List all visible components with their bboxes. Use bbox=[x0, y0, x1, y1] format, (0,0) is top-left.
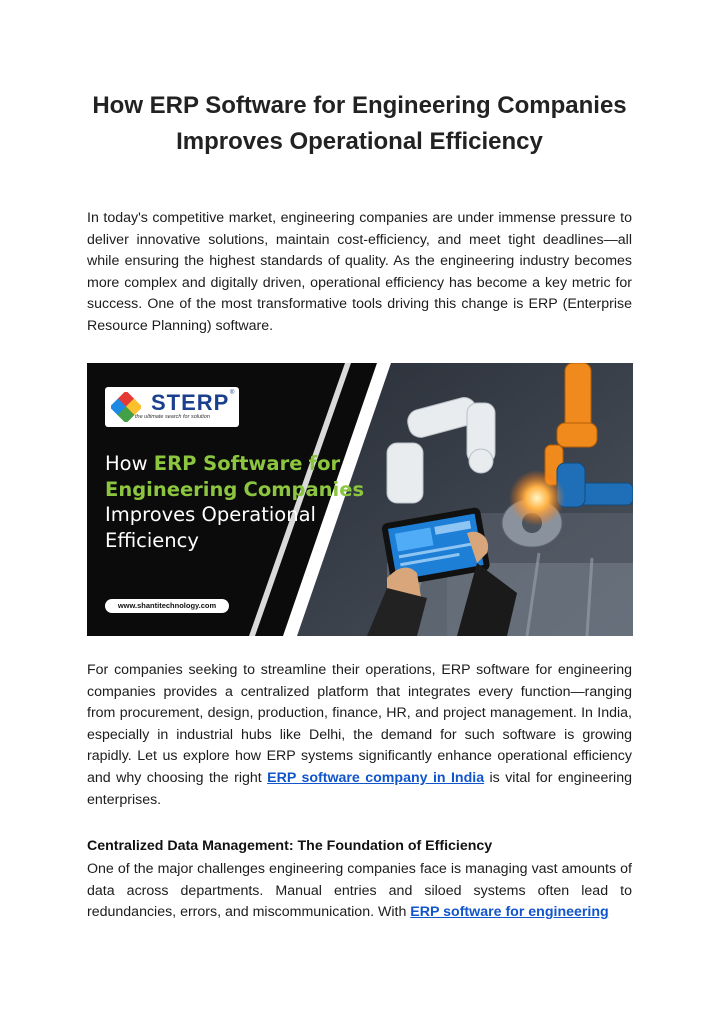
banner-heading-highlight: ERP Software bbox=[153, 452, 303, 475]
paragraph-text: is vital for engineering enterprises. bbox=[87, 769, 632, 808]
banner-heading-highlight: for Engineering bbox=[105, 452, 341, 501]
website-url-badge: www.shantitechnology.com bbox=[105, 599, 229, 613]
banner-heading-text: Improves Operational Efficiency bbox=[105, 503, 316, 552]
erp-software-company-link[interactable]: ERP software company in India bbox=[267, 769, 485, 786]
paragraph-text: For companies seeking to streamline their operations, ERP software for engineering companies provides a centralized platform that integrates every function—ranging from procurement, design, production, finance, HR, and project management. In India, especially in industrial hubs like Delhi, the demand for such software is growing rapidly. Let us explore how ERP systems significantly enhance operational efficiency and why choosing the right bbox=[87, 662, 632, 786]
overview-paragraph bbox=[87, 660, 632, 811]
section-paragraph bbox=[87, 859, 632, 924]
banner-heading-text: How bbox=[105, 452, 154, 475]
intro-paragraph: In today's competitive market, engineering companies are under immense pressure to deliver innovative solutions, maintain cost-efficiency, and meet tight deadlines—all while ensuring the highest standards of quality. As the engineering industry becomes more complex and digitally driven, operational efficiency has become a key metric for success. One of the most transformative tools driving this change is ERP (Enterprise Resource Planning) software. bbox=[87, 210, 632, 334]
logo-wordmark: STERP bbox=[151, 390, 230, 415]
banner-image bbox=[87, 363, 633, 636]
logo-tagline: the ultimate search for solution bbox=[135, 414, 210, 420]
banner-heading-highlight: Companies bbox=[243, 477, 365, 501]
sterp-logo bbox=[105, 387, 239, 427]
banner-heading bbox=[105, 451, 365, 553]
logo-registered-mark: ® bbox=[230, 390, 235, 396]
erp-software-engineering-link[interactable]: ERP software for engineering bbox=[410, 904, 609, 921]
page-title: How ERP Software for Engineering Companies Improves Operational Efficiency bbox=[92, 92, 627, 155]
paragraph-text: One of the major challenges engineering companies face is managing vast amounts of data across departments. Manual entries and siloed systems often lead to redundancies, errors, and miscommunication. With bbox=[87, 861, 632, 921]
section-heading: Centralized Data Management: The Foundation of Efficiency bbox=[87, 838, 493, 854]
